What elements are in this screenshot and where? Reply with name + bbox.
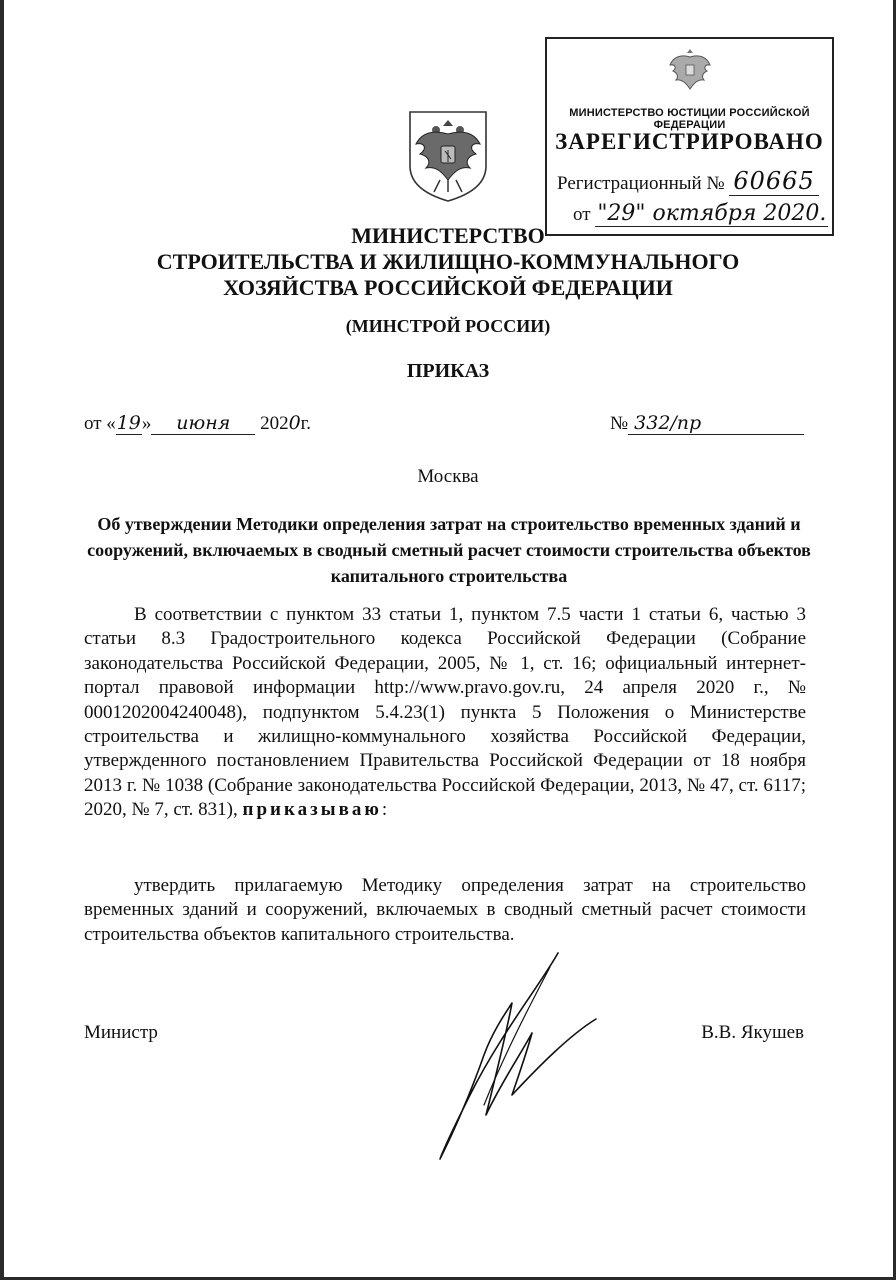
stamp-date-prefix: от (573, 204, 591, 225)
order-year-prefix: 202 (260, 413, 289, 434)
order-number (610, 412, 804, 435)
scan-edge-left (0, 0, 4, 1280)
ministry-title-line1: МИНИСТЕРСТВО (351, 223, 545, 248)
city: Москва (417, 466, 479, 487)
stamp-registered-text: ЗАРЕГИСТРИРОВАНО (555, 129, 824, 154)
order-year-digit: 0 (288, 412, 301, 434)
order-word: приказываю (242, 799, 382, 821)
stamp-reg-label: Регистрационный № (557, 173, 725, 194)
stamp-date-value: "29" октября 2020. (597, 201, 827, 226)
document-type: ПРИКАЗ (406, 360, 490, 382)
stamp-registration-line (557, 167, 819, 195)
order-number-prefix: № (610, 413, 629, 434)
resolution-paragraph: утвердить прилагаемую Методику определения затрат на строительство временных зданий и сооружений, включаемых в сводный сметный расчет стоимости строительства объектов капитального строительства. (84, 875, 806, 945)
stamp-emblem-icon (665, 45, 715, 97)
stamp-ministry-text: МИНИСТЕРСТВО ЮСТИЦИИ РОССИЙСКОЙ ФЕДЕРАЦИИ (569, 107, 810, 131)
order-subject: Об утверждении Методики определения затрат на строительство временных зданий и сооружений, включаемых в сводный сметный расчет стоимости строительства объектов капитального строительства (87, 514, 811, 586)
preamble-paragraph (84, 603, 806, 823)
signatory-position: Министр (84, 1022, 158, 1043)
ministry-title-line3: ХОЗЯЙСТВА РОССИЙСКОЙ ФЕДЕРАЦИИ (223, 275, 673, 300)
order-date-prefix: от « (84, 413, 116, 434)
ministry-short-name: (МИНСТРОЙ РОССИИ) (345, 316, 551, 336)
order-colon: : (381, 799, 388, 821)
handwritten-signature (400, 945, 600, 1165)
registration-stamp (545, 37, 834, 236)
coat-of-arms-icon (404, 108, 492, 204)
order-day: 19 (116, 412, 141, 434)
order-number-value: 332/пр (628, 412, 804, 435)
order-year-suffix: г. (300, 413, 312, 434)
ministry-title-line2: СТРОИТЕЛЬСТВА И ЖИЛИЩНО-КОММУНАЛЬНОГО (156, 249, 740, 274)
stamp-reg-number: 60665 (729, 167, 818, 196)
order-month: июня (151, 412, 255, 435)
order-date-mid: » (141, 413, 152, 434)
preamble-text: В соответствии с пунктом 33 статьи 1, пунктом 7.5 части 1 статьи 6, частью 3 статьи 8.3 Градостроительного кодекса Российской Федерации (Собрание законодательства Российской Федерации, 2005, № 1, ст. 16; официальный интернет-портал правовой информации http://www.pravo.gov.ru, 24 апреля 2020 г., № 0001202004240048), подпунктом 5.4.23(1) пункта 5 Положения о Министерстве строительства и жилищно-коммунального хозяйства Российской Федерации, утвержденного постановлением Правительства Российской Федерации от 18 ноября 2013 г. № 1038 (Собрание законодательства Российской Федерации, 2013, № 47, ст. 6117; 2020, № 7, ст. 831), (84, 604, 806, 821)
signatory-name: В.В. Якушев (701, 1022, 804, 1043)
order-date (84, 412, 311, 435)
